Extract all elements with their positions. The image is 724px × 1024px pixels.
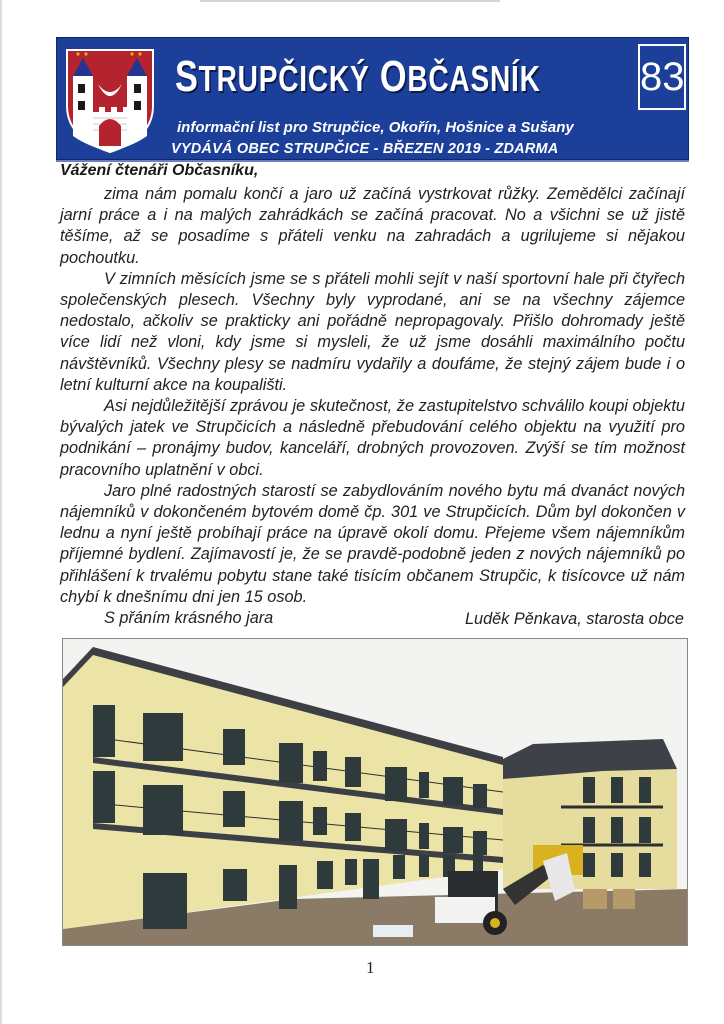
letter-paragraph: V zimních měsících jsme se s přáteli mohli sejít v naší sportovní hale při čtyřech společenských plesech. Všechny byly vyprodané, ani se na všechny zájemce nedostalo, ačkoliv se prakticky ani pořádně nepropagovaly. Přišlo dohromady ještě více lidí než vloni, kdy jsme si mysleli, že už jsme dosáhli maximálního počtu návštěvníků. Všechny plesy se nadmíru vydařily a doufáme, že stejný zájem bude i o letní kulturní akce na koupališti.	[60, 269, 685, 394]
letter-paragraph: zima nám pomalu končí a jaro už začíná vystrkovat růžky. Zemědělci začínají jarní práce a i na malých zahrádkách se začíná pracovat. No a všichni se už jistě těšíme, až se posadíme s přáteli venku na zahradách a ugrilujeme si nějakou pochoutku.	[60, 185, 685, 267]
scan-artifact-line	[200, 0, 500, 2]
page-number: 1	[366, 958, 375, 977]
page-edge	[0, 0, 3, 1024]
building-photo	[62, 638, 688, 946]
letter-paragraph: Asi nejdůležitější zprávou je skutečnost, že zastupitelstvo schválilo koupi objektu bývalých jatek ve Strupčicích a následně přebudování celého objektu na využití pro podnikání – pronájmy budov, kanceláří, drobných provozoven. Zvýší se tím možnost pracovního uplatnění v obci.	[60, 397, 685, 479]
letter-greeting: Vážení čtenáři Občasníku,	[60, 162, 259, 179]
newsletter-subtitle: informační list pro Strupčice, Okořín, Hošnice a Sušany	[177, 119, 574, 136]
letter-signature: Luděk Pěnkava, starosta obce	[464, 610, 684, 628]
newsletter-title: STRUPČICKÝ OBČASNÍK	[175, 52, 541, 101]
issue-number: 83	[638, 44, 686, 110]
masthead-banner	[56, 37, 689, 160]
publisher-line: VYDÁVÁ OBEC STRUPČICE - BŘEZEN 2019 - ZDARMA	[171, 141, 559, 157]
letter-paragraph: Jaro plné radostných starostí se zabydlováním nového bytu má dvanáct nových nájemníků v dokončeném bytovém domě čp. 301 ve Strupčicích. Dům byl dokončen v lednu a nyní ještě probíhají práce na úpravě okolí domu. Přejeme všem nájemníkům příjemné bydlení. Zajímavostí je, že se pravdě-podobně jeden z nových nájemníků po přihlášení k trvalému pobytu stane také tisícím občanem Strupčic, k tisícovce už nám chybí k dnešnímu dni jen 15 osob.	[60, 481, 685, 606]
coat-of-arms-icon	[63, 46, 157, 154]
letter-body	[60, 184, 685, 629]
letter-closing: S přáním krásného jara	[104, 609, 274, 628]
